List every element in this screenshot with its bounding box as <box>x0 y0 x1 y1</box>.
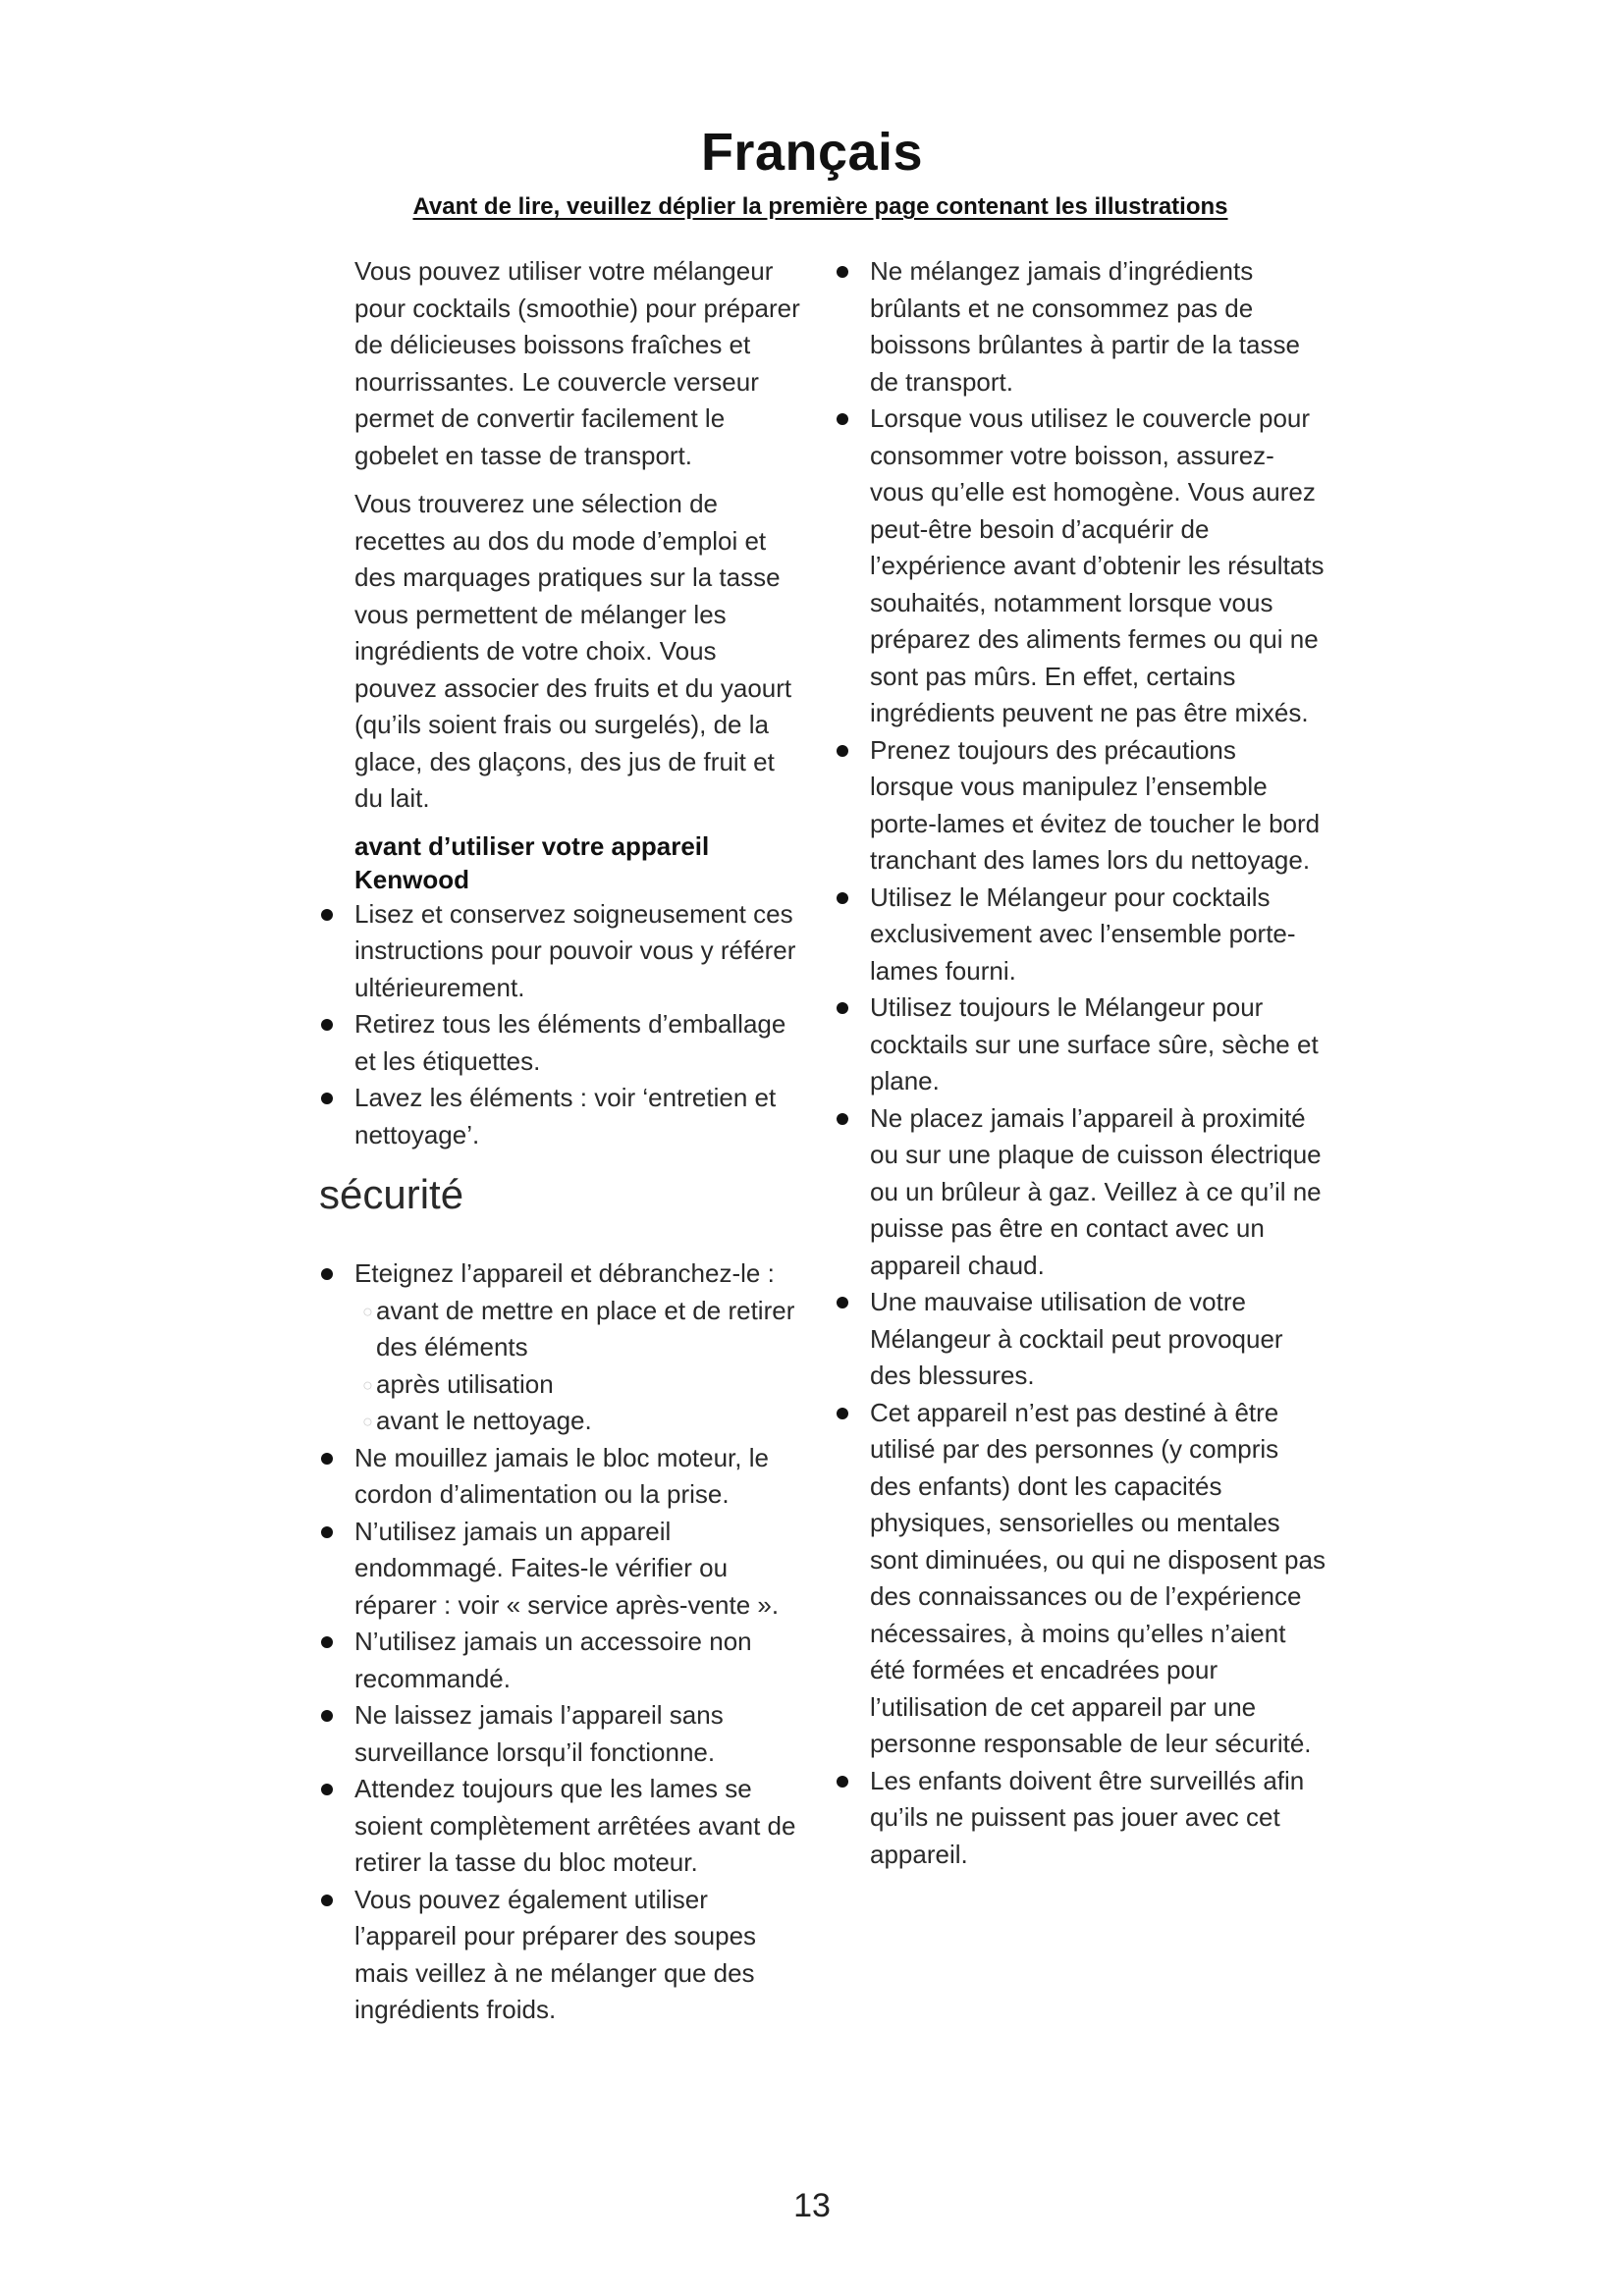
intro-paragraph: Vous trouverez une sélection de recettes au dos du mode d’emploi et des marquages pratiques sur la tasse vous permettent de mélanger les ingrédients de votre choix. Vous pouvez associer des fruits et du yaourt (qu’ils soient frais ou surgelés), de la glace, des glaçons, des jus de fruit et du lait. <box>354 489 792 813</box>
list-item: N’utilisez jamais un appareil endommagé. Faites-le vérifier ou réparer : voir « service après-vente ». <box>319 1514 800 1625</box>
list-item: Ne mélangez jamais d’ingrédients brûlants et ne consommez pas de boissons brûlantes à partir de la tasse de transport. <box>835 253 1326 400</box>
list-item: Lorsque vous utilisez le couvercle pour consommer votre boisson, assurez-vous qu’elle est homogène. Vous aurez peut-être besoin d’acquérir de l’expérience avant d’obtenir les résultats souhaités, notamment lorsque vous préparez des aliments fermes ou qui ne sont pas mûrs. En effet, certains ingrédients peuvent ne pas être mixés. <box>835 400 1326 732</box>
list-item: Attendez toujours que les lames se soient complètement arrêtées avant de retirer la tasse du bloc moteur. <box>319 1771 800 1882</box>
left-column <box>319 253 800 2029</box>
safety-heading: sécurité <box>319 1171 464 1217</box>
list-item: Cet appareil n’est pas destiné à être utilisé par des personnes (y compris des enfants) dont les capacités physiques, sensorielles ou mentales sont diminuées, ou qui ne disposent pas des connaissances ou de l’expérience nécessaires, à moins qu’elles n’aient été formées et encadrées pour l’utilisation de cet appareil par une personne responsable de leur sécurité. <box>835 1395 1326 1763</box>
list-item: Vous pouvez également utiliser l’appareil pour préparer des soupes mais veillez à ne mélanger que des ingrédients froids. <box>319 1882 800 2029</box>
list-item-text: Eteignez l’appareil et débranchez-le : <box>354 1258 775 1288</box>
sub-list-item: ○ avant de mettre en place et de retirer des éléments <box>362 1295 795 1362</box>
list-item: Prenez toujours des précautions lorsque vous manipulez l’ensemble porte-lames et évitez de toucher le bord tranchant des lames lors du nettoyage. <box>835 732 1326 880</box>
safety-list-continued <box>835 253 1326 1873</box>
page-title: Français <box>700 123 924 183</box>
list-item <box>319 1255 800 1440</box>
list-item: Lavez les éléments : voir ‘entretien et nettoyage’. <box>319 1080 800 1153</box>
list-item: Utilisez toujours le Mélangeur pour cocktails sur une surface sûre, sèche et plane. <box>835 989 1326 1100</box>
list-item: Ne laissez jamais l’appareil sans surveillance lorsqu’il fonctionne. <box>319 1697 800 1771</box>
right-column <box>835 253 1326 1873</box>
intro-paragraph: Vous pouvez utiliser votre mélangeur pour cocktails (smoothie) pour préparer de délicieuses boissons fraîches et nourrissantes. Le couvercle verseur permet de convertir facilement le gobelet en tasse de transport. <box>354 256 800 470</box>
unfold-instruction: Avant de lire, veuillez déplier la première page contenant les illustrations <box>412 193 1228 220</box>
list-item: Ne placez jamais l’appareil à proximité ou sur une plaque de cuisson électrique ou un brûleur à gaz. Veillez à ce qu’il ne puisse pas être en contact avec un appareil chaud. <box>835 1100 1326 1285</box>
circle-bullet-icon: ○ <box>362 1412 373 1431</box>
list-item: Une mauvaise utilisation de votre Mélangeur à cocktail peut provoquer des blessures. <box>835 1284 1326 1395</box>
list-item: Lisez et conservez soigneusement ces instructions pour pouvoir vous y référer ultérieurement. <box>319 896 800 1007</box>
list-item: Ne mouillez jamais le bloc moteur, le cordon d’alimentation ou la prise. <box>319 1440 800 1514</box>
safety-list <box>319 1255 800 2029</box>
sub-list-item: ○ après utilisation <box>362 1368 554 1399</box>
safety-sublist <box>354 1293 800 1440</box>
page-number: 13 <box>793 2187 831 2224</box>
before-use-heading: avant d’utiliser votre appareil Kenwood <box>354 830 710 894</box>
list-item: Retirez tous les éléments d’emballage et les étiquettes. <box>319 1006 800 1080</box>
list-item: Les enfants doivent être surveillés afin qu’ils ne puissent pas jouer avec cet appareil. <box>835 1763 1326 1874</box>
before-use-list <box>319 896 800 1154</box>
circle-bullet-icon: ○ <box>362 1301 373 1321</box>
circle-bullet-icon: ○ <box>362 1374 373 1395</box>
sub-list-item: ○ avant le nettoyage. <box>362 1406 592 1435</box>
list-item: N’utilisez jamais un accessoire non recommandé. <box>319 1624 800 1697</box>
list-item: Utilisez le Mélangeur pour cocktails exclusivement avec l’ensemble porte-lames fourni. <box>835 880 1326 990</box>
